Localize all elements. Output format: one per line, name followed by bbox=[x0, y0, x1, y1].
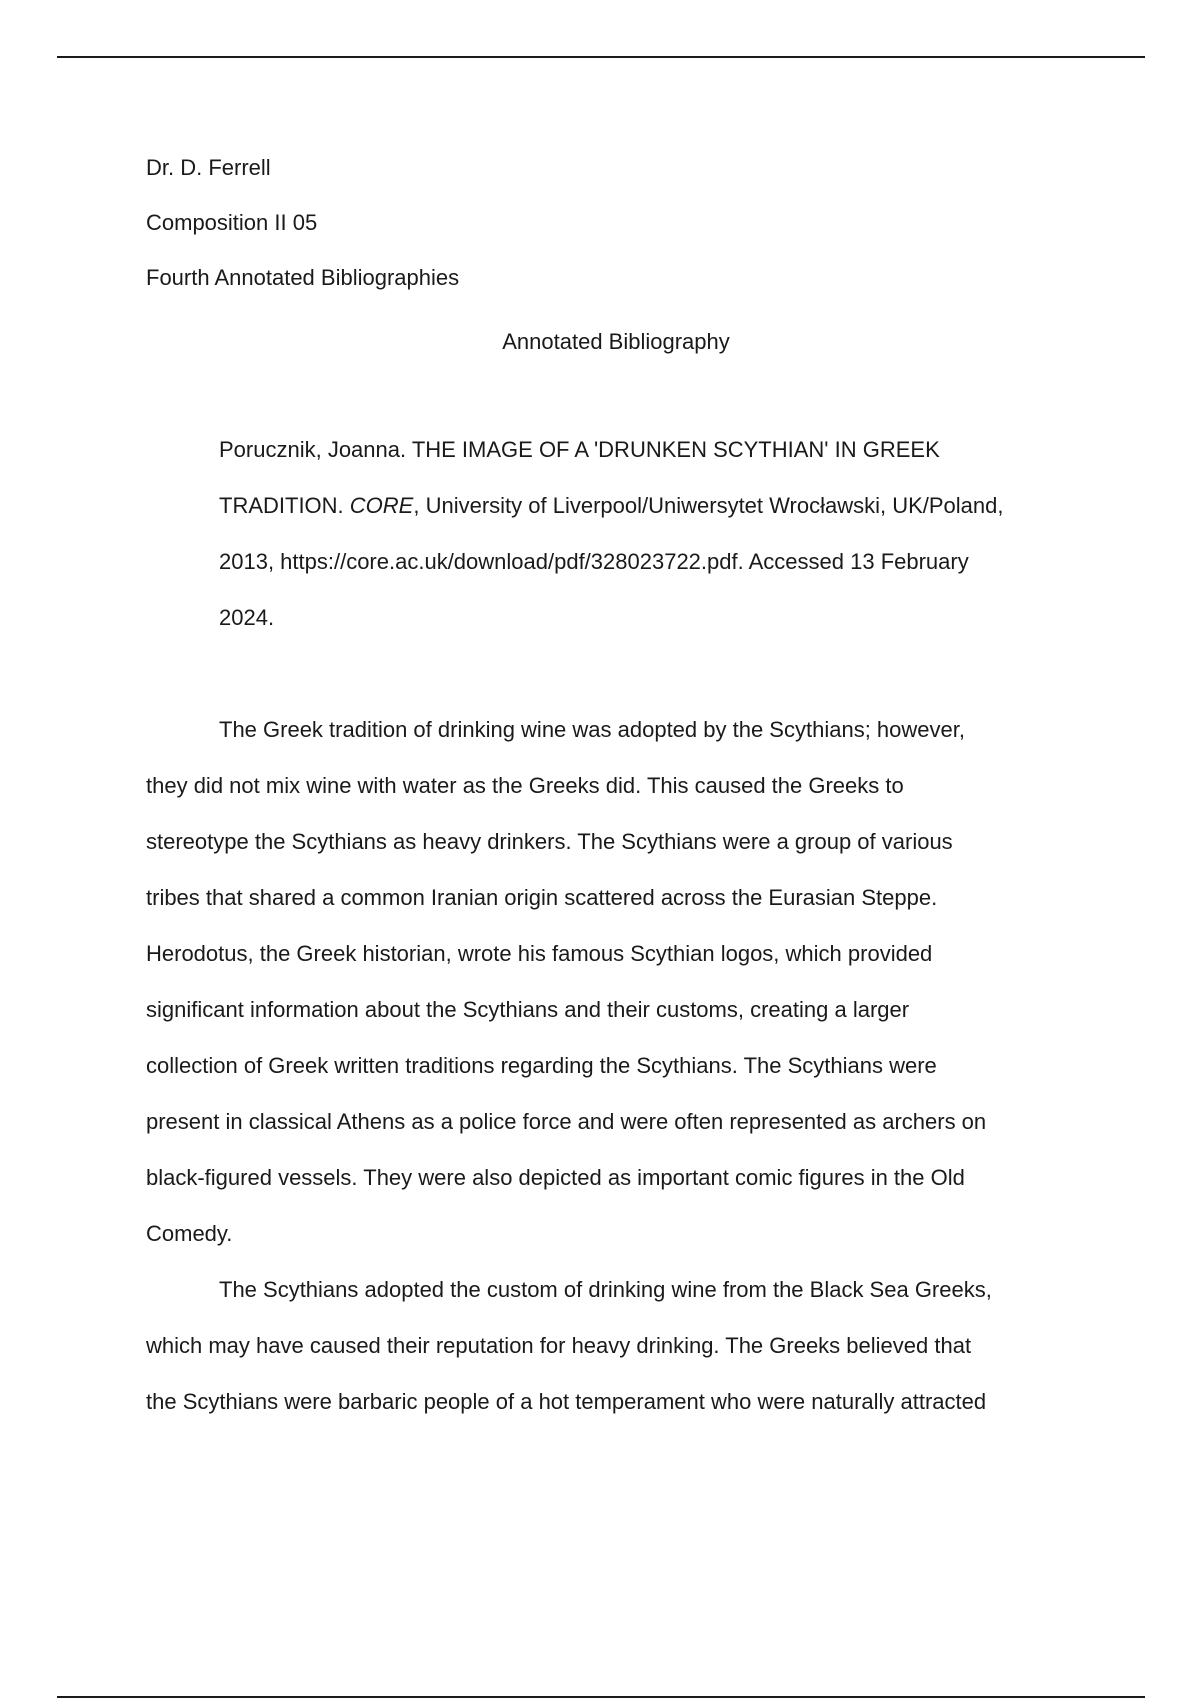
paragraph-line: Herodotus, the Greek historian, wrote his famous Scythian logos, which provided bbox=[146, 941, 933, 966]
bottom-page-rule bbox=[57, 1696, 1145, 1698]
paragraph-line: which may have caused their reputation for heavy drinking. The Greeks believed that bbox=[146, 1333, 972, 1358]
paragraph-line: collection of Greek written traditions regarding the Scythians. The Scythians were bbox=[146, 1053, 937, 1078]
assignment-name: Fourth Annotated Bibliographies bbox=[146, 265, 460, 290]
document-body bbox=[146, 140, 1086, 1430]
citation-container-title: CORE bbox=[349, 493, 414, 518]
citation-line-2 bbox=[219, 478, 1086, 534]
citation-line-1: Porucznik, Joanna. THE IMAGE OF A 'DRUNKEN SCYTHIAN' IN GREEK bbox=[219, 437, 940, 462]
annotation-paragraph-2 bbox=[146, 1262, 1086, 1430]
document-title: Annotated Bibliography bbox=[502, 329, 730, 354]
paragraph-line: tribes that shared a common Iranian origin scattered across the Eurasian Steppe. bbox=[146, 885, 938, 910]
paragraph-line: The Greek tradition of drinking wine was adopted by the Scythians; however, bbox=[219, 717, 965, 742]
annotation-paragraph-1 bbox=[146, 702, 1086, 1262]
top-page-rule bbox=[57, 56, 1145, 58]
citation-line-4: 2024. bbox=[219, 605, 275, 630]
citation-publisher: , University of Liverpool/Uniwersytet Wrocławski, UK/Poland, bbox=[413, 493, 1004, 518]
paragraph-line: The Scythians adopted the custom of drinking wine from the Black Sea Greeks, bbox=[219, 1277, 992, 1302]
instructor-name: Dr. D. Ferrell bbox=[146, 155, 271, 180]
paragraph-line: significant information about the Scythians and their customs, creating a larger bbox=[146, 997, 910, 1022]
paragraph-line: the Scythians were barbaric people of a hot temperament who were naturally attracted bbox=[146, 1389, 987, 1414]
citation-line-3: 2013, https://core.ac.uk/download/pdf/328023722.pdf. Accessed 13 February bbox=[219, 549, 969, 574]
citation-entry bbox=[146, 422, 1086, 646]
paragraph-line: they did not mix wine with water as the Greeks did. This caused the Greeks to bbox=[146, 773, 904, 798]
citation-title-tail: TRADITION. bbox=[219, 493, 350, 518]
course-name: Composition II 05 bbox=[146, 210, 318, 235]
paragraph-line: black-figured vessels. They were also depicted as important comic figures in the Old bbox=[146, 1165, 965, 1190]
paragraph-line: stereotype the Scythians as heavy drinkers. The Scythians were a group of various bbox=[146, 829, 953, 854]
paragraph-line: present in classical Athens as a police force and were often represented as archers on bbox=[146, 1109, 987, 1134]
paragraph-line: Comedy. bbox=[146, 1221, 233, 1246]
